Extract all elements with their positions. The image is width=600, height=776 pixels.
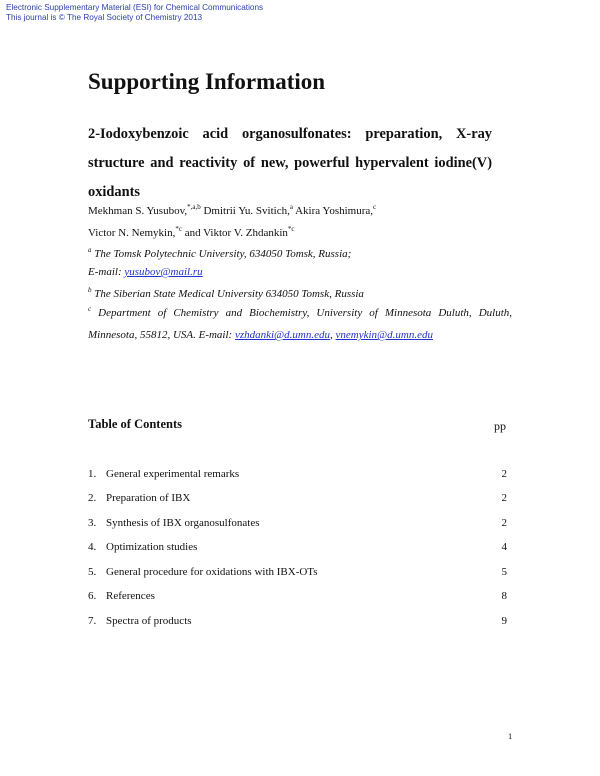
toc-heading: Table of Contents [88,417,182,431]
toc-item-page: 5 [501,566,507,578]
page-number: 1 [508,731,513,741]
toc-pp-label: pp [494,419,506,433]
toc-item-label: References [106,590,155,602]
toc-item[interactable] [88,590,507,604]
author-yoshimura: Akira Yoshimura, [292,205,374,217]
toc-item[interactable] [88,566,507,580]
toc-item-label: General experimental remarks [106,468,240,480]
toc-item-page: 4 [501,541,507,553]
author-yoshimura-affil: c [373,203,377,211]
affiliation-b-mark: b [88,286,92,294]
page-title: Supporting Information [88,69,326,94]
toc-item-number: 7. [88,615,97,627]
toc-item-number: 4. [88,541,97,553]
toc-item[interactable] [88,492,507,506]
toc-item-label: Spectra of products [106,615,192,627]
affiliation-a-email [88,266,203,278]
email-link-yusubov[interactable]: yusubov@mail.ru [124,266,203,278]
affiliation-a-mark: a [88,246,92,254]
email-separator: , [330,329,336,341]
author-nemykin-affil: *c [175,225,182,233]
affiliation-b [88,288,364,300]
author-line-1 [88,205,376,217]
author-svitich: Dmitrii Yu. Svitich, [200,205,290,217]
toc-item-number: 5. [88,566,97,578]
toc-item-number: 1. [88,468,97,480]
affiliation-b-text: The Siberian State Medical University 634050 Tomsk, Russia [91,288,364,300]
toc-item-page: 8 [501,590,507,602]
author-line-2 [88,227,295,239]
affiliation-c [88,307,512,319]
author-yusubov: Mekhman S. Yusubov, [88,205,188,217]
affiliation-a-text: The Tomsk Polytechnic University, 634050 Tomsk, Russia; [91,248,352,260]
author-zhdankin: and Viktor V. Zhdankin [181,227,288,239]
author-svitich-affil: a [289,203,293,211]
affiliation-a [88,248,351,260]
email-link-nemykin[interactable]: vnemykin@d.umn.edu [335,329,433,341]
toc-item[interactable] [88,615,507,629]
toc-item-page: 2 [501,517,507,529]
toc-item-page: 2 [501,492,507,504]
toc-item-number: 6. [88,590,97,602]
toc-item[interactable] [88,468,507,482]
affiliation-c-text-2: Minnesota, 55812, USA. E-mail: [88,329,235,341]
affiliation-c-email [88,329,433,341]
toc-item-label: General procedure for oxidations with IBX-OTs [106,566,318,578]
esi-header-line-2: This journal is © The Royal Society of Chemistry 2013 [6,13,203,22]
paper-title: 2-Iodoxybenzoic acid organosulfonates: preparation, X-ray structure and reactivity of new, powerful hypervalent iodine(V) oxidants [88,126,492,200]
toc-item[interactable] [88,517,507,531]
toc-item-label: Preparation of IBX [106,492,191,504]
email-link-zhdankin[interactable]: vzhdanki@d.umn.edu [234,329,330,341]
affiliation-c-text: Department of Chemistry and Biochemistry, University of Minnesota Duluth, Duluth, [91,307,512,319]
email-label: E-mail: [88,266,125,278]
toc-item-label: Optimization studies [106,541,198,553]
toc-item-number: 2. [88,492,97,504]
toc-item[interactable] [88,541,507,555]
author-nemykin: Victor N. Nemykin, [88,227,176,239]
toc-item-page: 2 [501,468,507,480]
author-yusubov-affil: *,a,b [187,203,201,211]
author-zhdankin-affil: *c [287,225,295,233]
toc-item-label: Synthesis of IBX organosulfonates [106,517,260,529]
toc-item-number: 3. [88,517,97,529]
esi-header-line-1: Electronic Supplementary Material (ESI) for Chemical Communications [6,3,264,12]
affiliation-c-mark: c [88,305,92,313]
toc-item-page: 9 [501,615,507,627]
